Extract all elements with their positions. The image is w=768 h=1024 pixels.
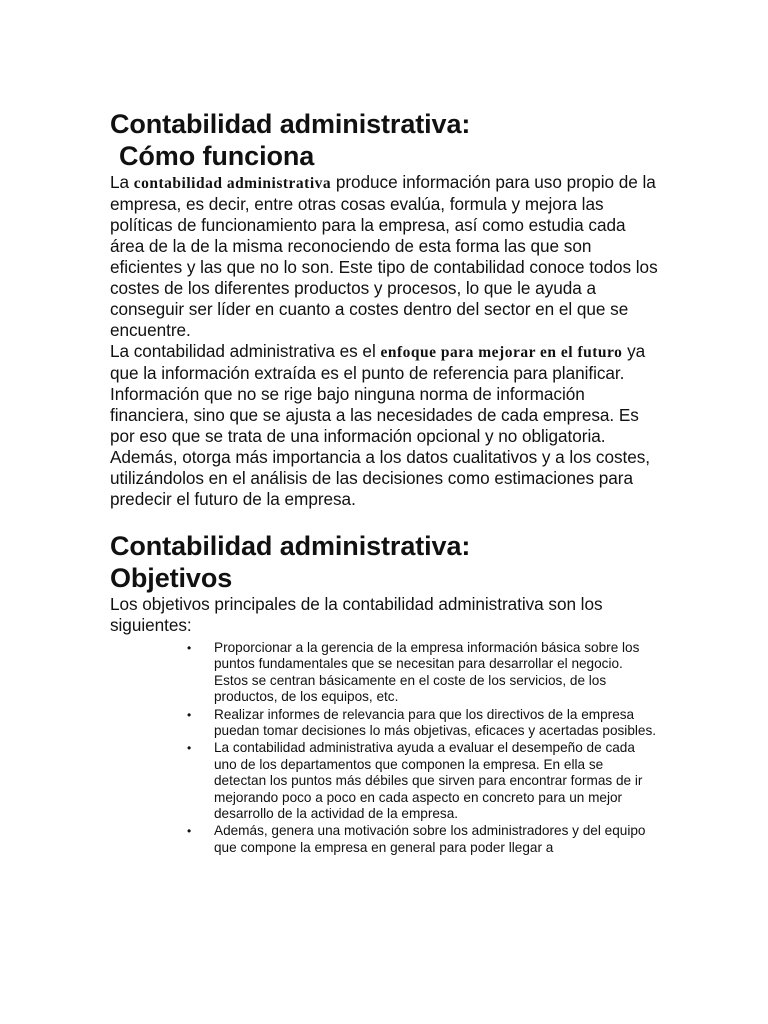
bullet-icon: • [187, 741, 192, 756]
list-item-text: Proporcionar a la gerencia de la empresa información básica sobre los puntos fundamentales que se necesitan para desarrollar el negocio. Estos se centran básicamente en el coste de los servicios, de los productos, de los equipos, etc. [214, 640, 640, 705]
objectives-list [110, 640, 658, 856]
list-item [187, 706, 658, 740]
list-item-text: La contabilidad administrativa ayuda a evaluar el desempeño de cada uno de los departamentos que componen la empresa. En ella se detectan los puntos más débiles que sirven para encontrar formas de ir mejorando poco a poco en cada aspecto en concreto para un mejor desarrollo de la actividad de la empresa. [214, 740, 643, 822]
paragraph-1-lead: La [110, 172, 134, 192]
section-objetivos [110, 530, 658, 856]
paragraph-2-emphasis: enfoque para mejorar en el futuro [380, 344, 623, 361]
paragraph-1-emphasis: contabilidad administrativa [133, 175, 332, 192]
document-page [110, 108, 658, 857]
list-item [187, 823, 658, 856]
heading-line-2: Objetivos [110, 563, 233, 593]
bullet-icon: • [187, 824, 192, 839]
list-item-text: Realizar informes de relevancia para que los directivos de la empresa puedan tomar decisiones lo más objetivas, eficaces y acertadas posibles. [214, 706, 657, 739]
section-heading-objetivos [110, 530, 658, 594]
section-como-funciona [110, 108, 658, 510]
paragraph-2 [110, 341, 658, 510]
list-item [187, 740, 658, 822]
heading-line-1: Contabilidad administrativa: [110, 531, 471, 561]
paragraph-2-lead: La contabilidad administrativa es el [110, 341, 381, 361]
section-heading-como-funciona [110, 108, 658, 172]
paragraph-2-body: ya que la información extraída es el punto de referencia para planificar. Información que no se rige bajo ninguna norma de información financiera, sino que se ajusta a las necesidades de cada empresa. Es por eso que se trata de una información opcional y no obligatoria. Además, otorga más importancia a los datos cualitativos y a los costes, utilizándolos en el análisis de las decisiones como estimaciones para predecir el futuro de la empresa. [110, 341, 651, 509]
objectives-intro: Los objetivos principales de la contabilidad administrativa son los siguientes: [110, 594, 603, 635]
heading-line-2: Cómo funciona [119, 141, 315, 171]
bullet-icon: • [187, 707, 192, 722]
heading-line-1: Contabilidad administrativa: [110, 109, 471, 139]
bullet-icon: • [187, 641, 192, 655]
paragraph-1-body: produce información para uso propio de la empresa, es decir, entre otras cosas evalúa, formula y mejora las políticas de funcionamiento para la empresa, así como estudia cada área de la de la misma reconociendo de esta forma las que son eficientes y las que no lo son. Este tipo de contabilidad conoce todos los costes de los diferentes productos y procesos, lo que le ayuda a conseguir ser líder en cuanto a costes dentro del sector en el que se encuentre. [110, 172, 658, 340]
list-item [187, 640, 658, 706]
paragraph-1 [110, 172, 658, 341]
list-item-text: Además, genera una motivación sobre los administradores y del equipo que compone la empresa en general para poder llegar a [214, 823, 646, 855]
